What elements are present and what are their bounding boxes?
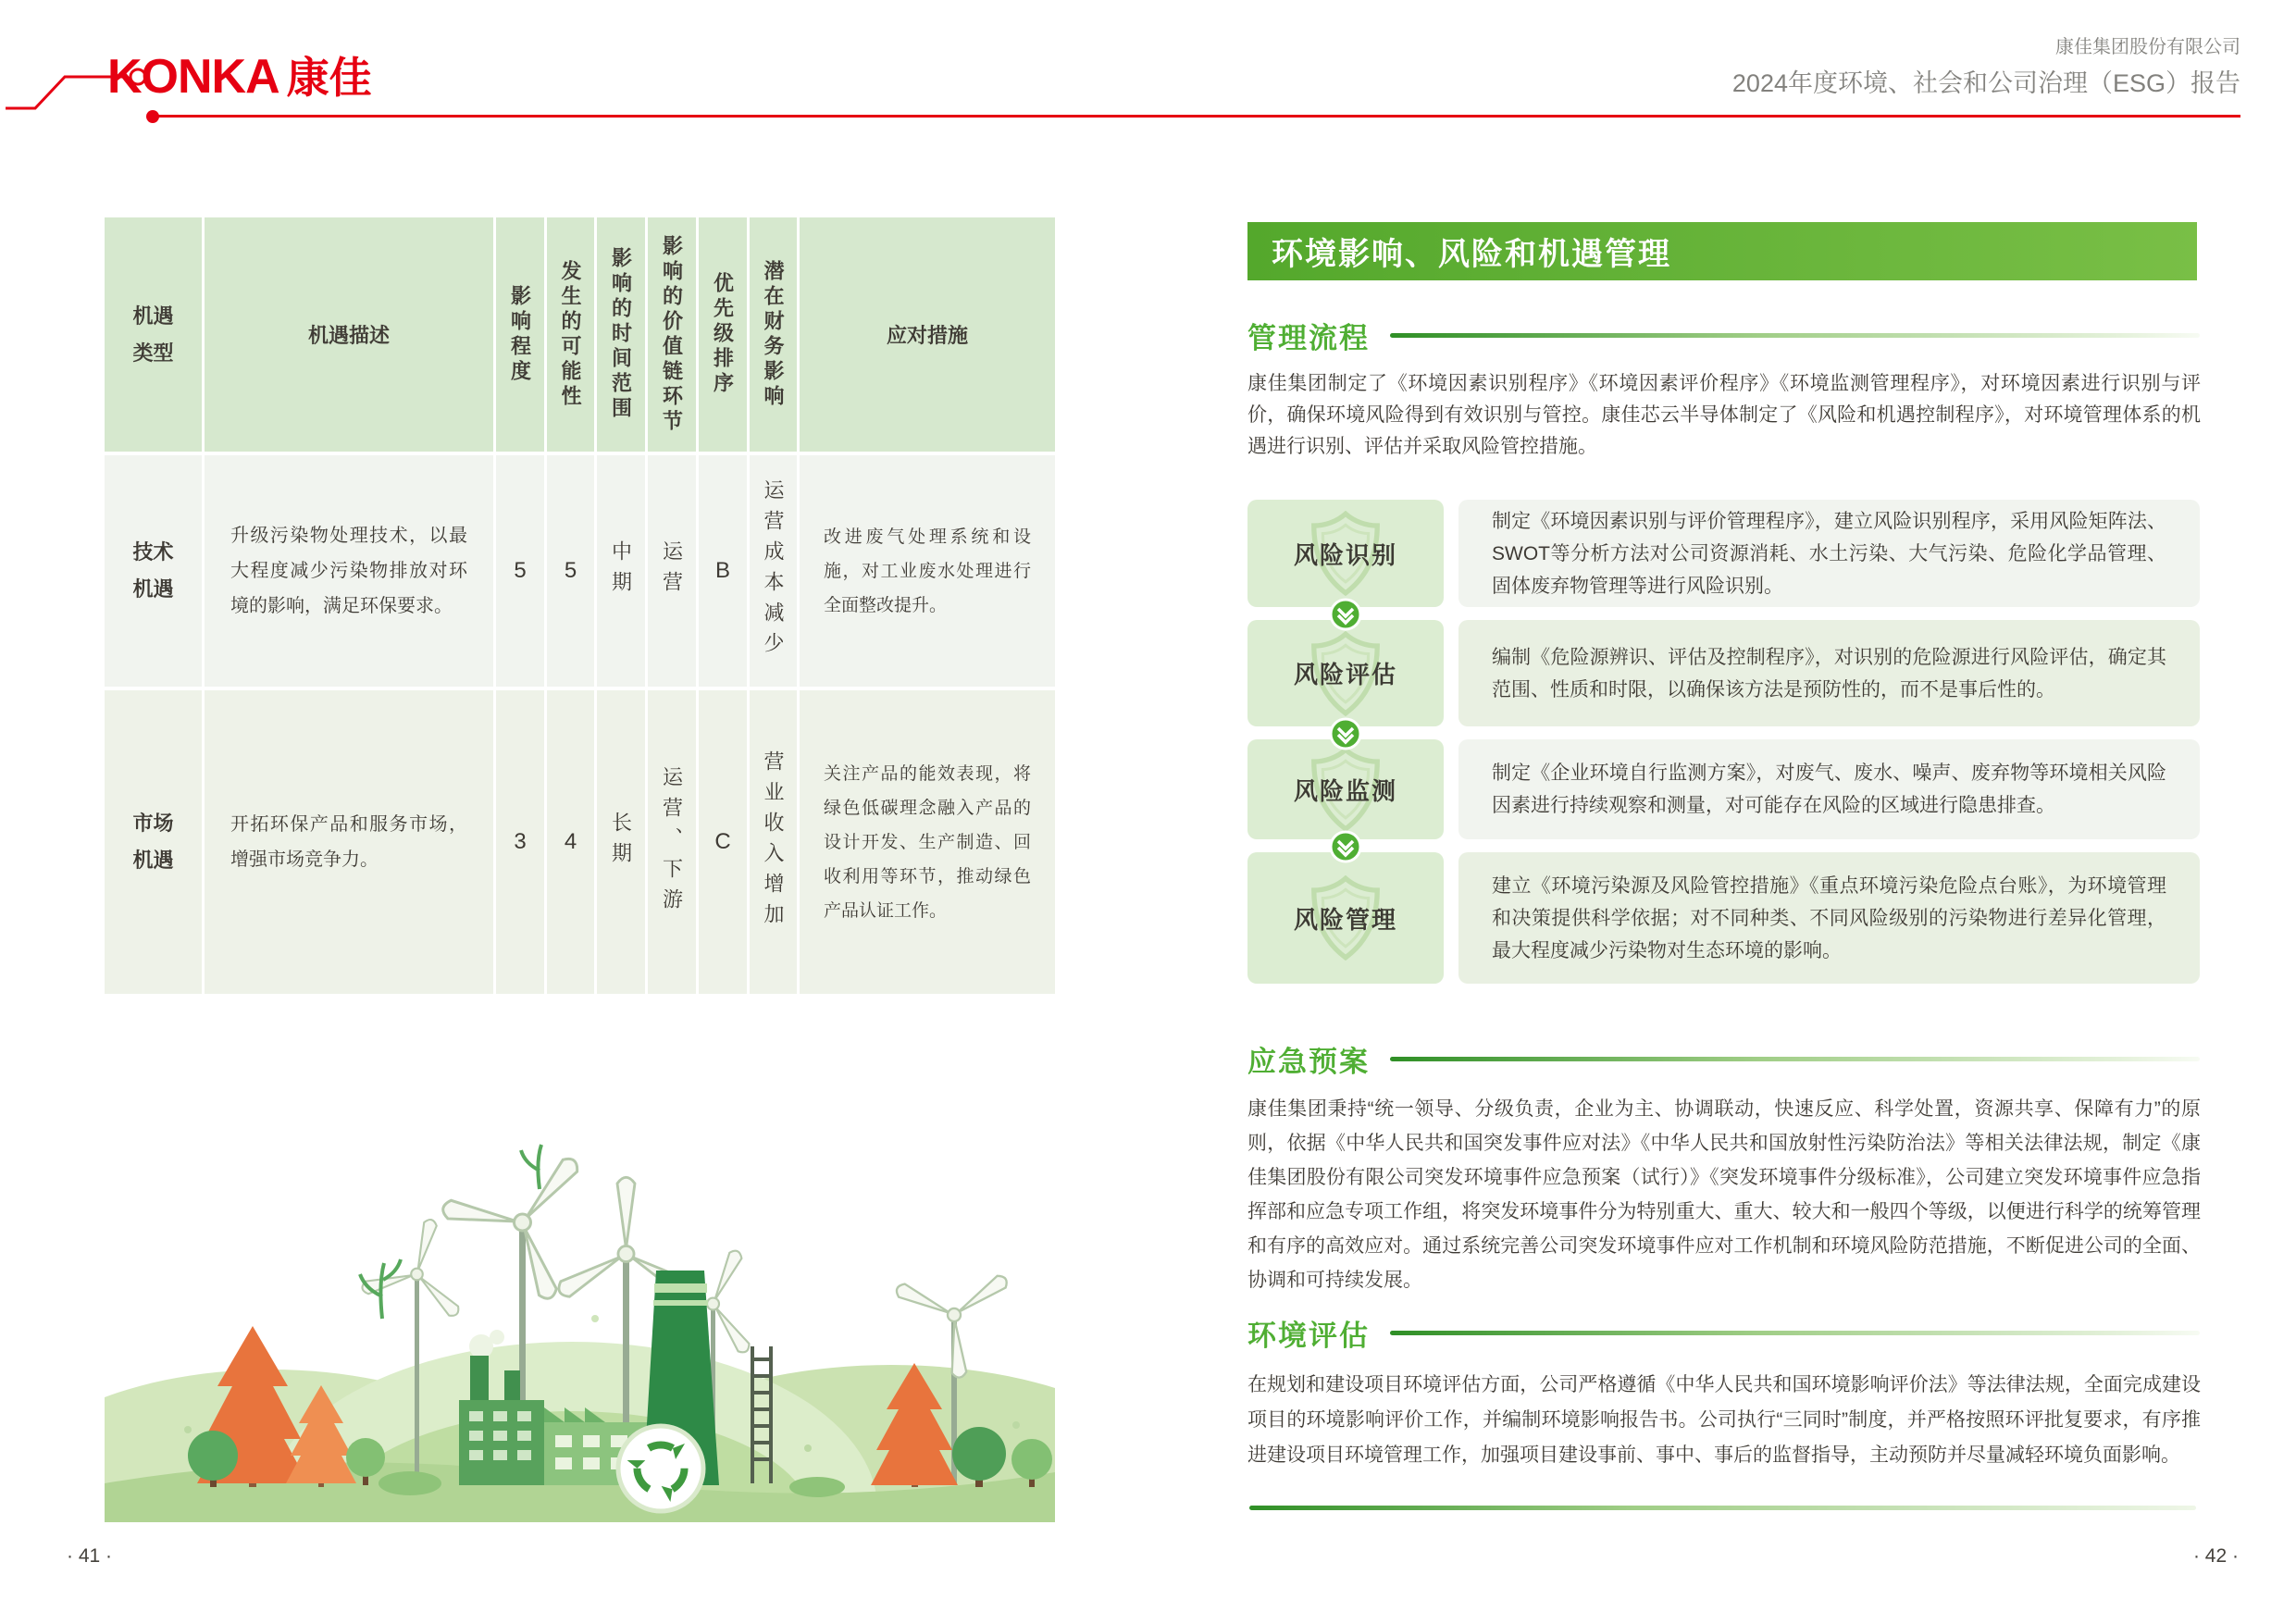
leaf-sprig-icon xyxy=(360,1145,541,1319)
environmental-assessment-heading xyxy=(1247,1312,2200,1354)
cell-value-chain: 运营 xyxy=(648,455,696,687)
flow-step-risk-monitoring xyxy=(1247,739,1444,839)
heading-text: 应急预案 xyxy=(1247,1046,1370,1078)
emergency-plan-paragraph: 康佳集团秉持“统一领导、分级负责，企业为主、协调联动，快速反应、科学处置，资源共享、保障有力”的原则，依据《中华人民共和国突发事件应对法》《中华人民共和国放射性污染防治法》等相关法律法规，制定《康佳集团股份有限公司突发环境事件应急预案（试行）》《突发环境事件分级标准》，公司建立突发环境事件应急指挥部和应急专项工作组，将突发环境事件分为特别重大、重大、较大和一般四个等级，以便进行科学的统筹管理和有序的高效应对。通过系统完善公司突发环境事件应对工作机制和环境风险防范措施，不断促进公司的全面、协调和可持续发展。 xyxy=(1247,1098,2201,1291)
flow-step-label: 风险管理 xyxy=(1293,905,1397,934)
cell-measures: 关注产品的能效表现，将绿色低碳理念融入产品的设计开发、生产制造、回收利用等环节，推动绿色产品认证工作。 xyxy=(800,690,1055,994)
flow-row xyxy=(1247,620,2200,726)
column-header-type: 机遇类型 xyxy=(105,217,202,452)
flow-step-description: 建立《环境污染源及风险管控措施》《重点环境污染危险点台账》，为环境管理和决策提供科学依据；对不同种类、不同风险级别的污染物进行差异化管理，最大程度减少污染物对生态环境的影响。 xyxy=(1458,852,2200,984)
management-process-heading xyxy=(1247,315,2200,356)
logo-text-cn: 康佳 xyxy=(286,54,372,102)
cell-description: 开拓环保产品和服务市场，增强市场竞争力。 xyxy=(205,690,493,994)
eco-illustration xyxy=(105,1041,1055,1522)
heading-rule xyxy=(1390,1331,2200,1335)
cell-description: 升级污染物处理技术，以最大程度减少污染物排放对环境的影响，满足环保要求。 xyxy=(205,455,493,687)
cell-impact: 5 xyxy=(496,455,544,687)
flow-step-label: 风险监测 xyxy=(1293,776,1397,805)
section-banner: 环境影响、风险和机遇管理 xyxy=(1247,222,2197,280)
cell-impact: 3 xyxy=(496,690,544,994)
column-header-priority: 优先级排序 xyxy=(699,217,747,452)
cell-likelihood: 5 xyxy=(547,455,594,687)
flow-step-description: 编制《危险源辨识、评估及控制程序》，对识别的危险源进行风险评估，确定其范围、性质和时限，以确保该方法是预防性的，而不是事后性的。 xyxy=(1458,620,2200,726)
flow-step-risk-identification xyxy=(1247,500,1444,607)
flow-row xyxy=(1247,852,2200,984)
footer-rule xyxy=(1249,1506,2196,1510)
column-header-description: 机遇描述 xyxy=(205,217,493,452)
cell-type: 市场机遇 xyxy=(105,690,202,994)
report-title: 2024年度环境、社会和公司治理（ESG）报告 xyxy=(1731,69,2240,97)
heading-rule xyxy=(1390,1057,2200,1061)
cell-value-chain: 运营、下游 xyxy=(648,690,696,994)
flow-step-risk-management xyxy=(1247,852,1444,984)
cell-priority: C xyxy=(699,690,747,994)
environmental-assessment-paragraph: 在规划和建设项目环境评估方面，公司严格遵循《中华人民共和国环境影响评价法》等法律法规，全面完成建设项目的环境影响评价工作，并编制环境影响报告书。公司执行“三同时”制度，并严格按照环评批复要求，有序推进建设项目环境管理工作，加强项目建设事前、事中、事后的监督指导，主动预防并尽量减轻环境负面影响。 xyxy=(1247,1374,2201,1466)
column-header-impact: 影响程度 xyxy=(496,217,544,452)
cell-likelihood: 4 xyxy=(547,690,594,994)
flow-step-description: 制定《环境因素识别与评价管理程序》，建立风险识别程序，采用风险矩阵法、SWOT等分析方法对公司资源消耗、水土污染、大气污染、危险化学品管理、固体废弃物管理等进行风险识别。 xyxy=(1458,500,2200,607)
emergency-plan-heading xyxy=(1247,1038,2200,1080)
column-header-time-range: 影响的时间范围 xyxy=(597,217,645,452)
page-number-left: · 41 · xyxy=(67,1545,113,1567)
heading-text: 环境评估 xyxy=(1247,1320,1370,1352)
page-number-right: · 42 · xyxy=(2192,1545,2239,1567)
chevron-down-icon xyxy=(1327,828,1364,865)
column-header-likelihood: 发生的可能性 xyxy=(547,217,594,452)
flow-step-label: 风险识别 xyxy=(1293,540,1397,569)
logo-text: KONKA xyxy=(107,50,279,104)
flow-step-risk-assessment xyxy=(1247,620,1444,726)
column-header-value-chain: 影响的价值链环节 xyxy=(648,217,696,452)
cell-time-range: 长期 xyxy=(597,690,645,994)
company-name: 康佳集团股份有限公司 xyxy=(2055,37,2240,57)
cell-type: 技术机遇 xyxy=(105,455,202,687)
risk-management-flow xyxy=(1247,500,2200,997)
cell-financial-impact: 运营成本减少 xyxy=(750,455,797,687)
flow-step-description: 制定《企业环境自行监测方案》，对废气、废水、噪声、废弃物等环境相关风险因素进行持续观察和测量，对可能存在风险的区域进行隐患排查。 xyxy=(1458,739,2200,839)
cell-measures: 改进废气处理系统和设施，对工业废水处理进行全面整改提升。 xyxy=(800,455,1055,687)
konka-logo xyxy=(107,44,372,105)
header-rule xyxy=(153,115,2240,118)
flow-step-label: 风险评估 xyxy=(1293,661,1397,688)
heading-text: 管理流程 xyxy=(1247,322,1370,354)
flow-row xyxy=(1247,500,2200,607)
chevron-down-icon xyxy=(1327,715,1364,752)
column-header-measures: 应对措施 xyxy=(800,217,1055,452)
heading-rule xyxy=(1390,333,2200,338)
flow-row xyxy=(1247,739,2200,839)
cell-time-range: 中期 xyxy=(597,455,645,687)
column-header-financial-impact: 潜在财务影响 xyxy=(750,217,797,452)
opportunity-table xyxy=(105,217,1055,994)
cell-priority: B xyxy=(699,455,747,687)
management-process-paragraph: 康佳集团制定了《环境因素识别程序》《环境因素评价程序》《环境监测管理程序》，对环境因素进行识别与评价，确保环境风险得到有效识别与管控。康佳芯云半导体制定了《风险和机遇控制程序》，对环境管理体系的机遇进行识别、评估并采取风险管控措施。 xyxy=(1247,373,2201,457)
cell-financial-impact: 营业收入增加 xyxy=(750,690,797,994)
chevron-down-icon xyxy=(1327,596,1364,633)
recycle-icon xyxy=(618,1426,703,1511)
